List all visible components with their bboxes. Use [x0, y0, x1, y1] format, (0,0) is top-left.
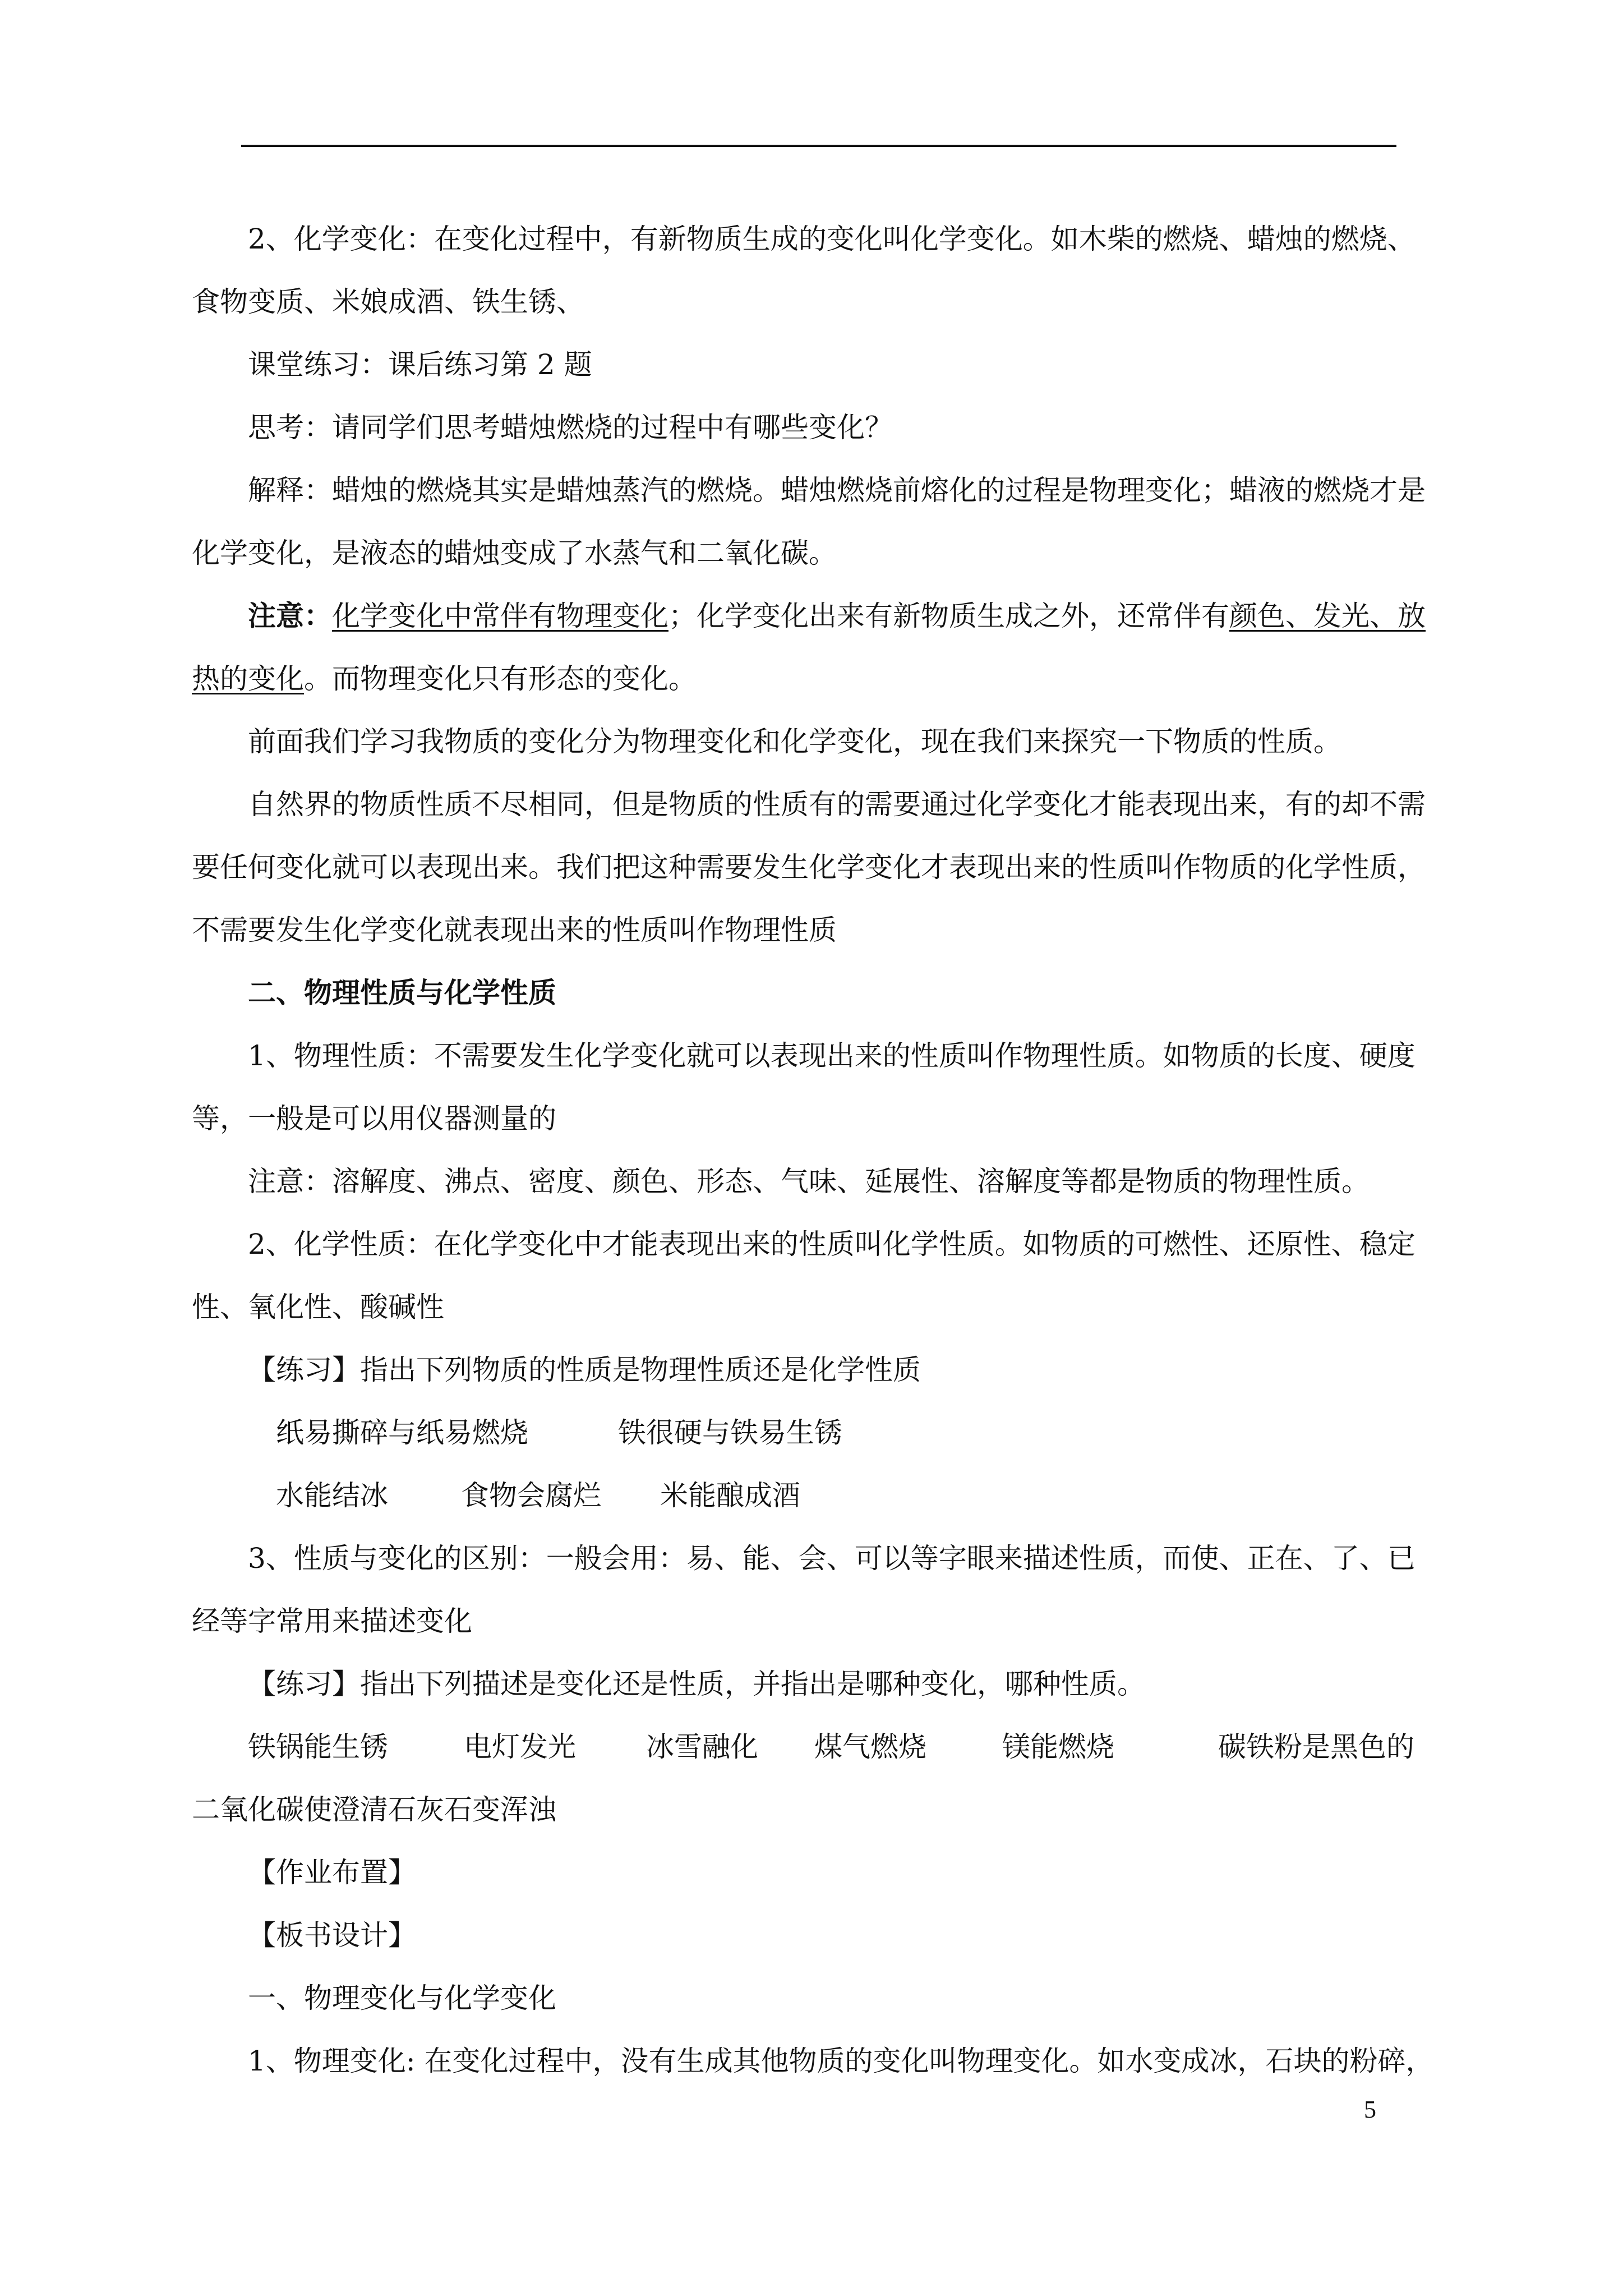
note-end-text: 。而物理变化只有形态的变化。 — [304, 662, 697, 695]
paragraph-chemical-property-line2: 性、氧化性、酸碱性 — [192, 1291, 444, 1323]
exercise-item: 食物会腐烂 — [461, 1479, 601, 1512]
paragraph-physical-property-note: 注意：溶解度、沸点、密度、颜色、形态、气味、延展性、溶解度等都是物质的物理性质。 — [248, 1165, 1370, 1198]
exercise-item: 电灯发光 — [464, 1731, 576, 1763]
paragraph-physical-change-line1: 1、物理变化: 在变化过程中，没有生成其他物质的变化叫物理变化。如水变成冰，石块的粉碎， — [248, 2045, 1434, 2077]
paragraph-difference-line1: 3、性质与变化的区别：一般会用：易、能、会、可以等字眼来描述性质，而使、正在、了、已 — [248, 1542, 1415, 1575]
page-number: 5 — [1364, 2096, 1376, 2123]
header-rule — [241, 145, 1396, 147]
paragraph-explanation-line2: 化学变化，是液态的蜡烛变成了水蒸气和二氧化碳。 — [192, 537, 837, 569]
paragraph-exercise-2-prompt: 【练习】指出下列描述是变化还是性质，并指出是哪种变化，哪种性质。 — [248, 1668, 1145, 1700]
paragraph-transition: 前面我们学习我物质的变化分为物理变化和化学变化，现在我们来探究一下物质的性质。 — [248, 725, 1341, 758]
paragraph-chemical-change-line2: 食物变质、米娘成酒、铁生锈、 — [192, 286, 584, 318]
exercise-item: 铁很硬与铁易生锈 — [618, 1416, 842, 1449]
exercise-item: 米能酿成酒 — [660, 1479, 800, 1512]
exercise-item: 水能结冰 — [276, 1479, 388, 1512]
paragraph-nature-line2: 要任何变化就可以表现出来。我们把这种需要发生化学变化才表现出来的性质叫作物质的化学性质， — [192, 851, 1426, 884]
paragraph-note-line2 — [192, 647, 1446, 710]
exercise-item: 碳铁粉是黑色的 — [1218, 1731, 1414, 1763]
paragraph-physical-property-line1: 1、物理性质：不需要发生化学变化就可以表现出来的性质叫作物理性质。如物质的长度、硬度 — [248, 1039, 1415, 1072]
paragraph-think: 思考：请同学们思考蜡烛燃烧的过程中有哪些变化？ — [248, 411, 893, 444]
note-underline-1: 化学变化中常伴有物理变化 — [332, 600, 668, 632]
paragraph-chemical-change-line1: 2、化学变化：在变化过程中，有新物质生成的变化叫化学变化。如木柴的燃烧、蜡烛的燃烧、 — [248, 223, 1415, 255]
paragraph-chemical-property-line1: 2、化学性质：在化学变化中才能表现出来的性质叫化学性质。如物质的可燃性、还原性、稳定 — [248, 1228, 1415, 1260]
paragraph-homework: 【作业布置】 — [248, 1856, 416, 1889]
paragraph-nature-line1: 自然界的物质性质不尽相同，但是物质的性质有的需要通过化学变化才能表现出来，有的却不需 — [248, 788, 1426, 821]
exercise-item: 纸易撕碎与纸易燃烧 — [276, 1416, 528, 1449]
note-underline-2: 颜色、发光、放 — [1229, 600, 1426, 632]
note-underline-3: 热的变化 — [192, 662, 304, 695]
paragraph-difference-line2: 经等字常用来描述变化 — [192, 1605, 472, 1637]
exercise-2-row-1 — [192, 1715, 1446, 1778]
paragraph-exercise-1-prompt: 【练习】指出下列物质的性质是物理性质还是化学性质 — [248, 1354, 921, 1386]
note-label: 注意： — [248, 599, 332, 632]
section-heading-properties: 二、物理性质与化学性质 — [248, 976, 556, 1009]
exercise-item: 镁能燃烧 — [1002, 1731, 1114, 1763]
note-middle-text: ；化学变化出来有新物质生成之外，还常伴有 — [668, 600, 1229, 632]
exercise-item: 冰雪融化 — [646, 1731, 758, 1763]
paragraph-note-line1 — [192, 585, 1446, 647]
section-heading-changes: 一、物理变化与化学变化 — [248, 1982, 556, 2014]
paragraph-nature-line3: 不需要发生化学变化就表现出来的性质叫作物理性质 — [192, 914, 837, 946]
paragraph-explanation-line1: 解释：蜡烛的燃烧其实是蜡烛蒸汽的燃烧。蜡烛燃烧前熔化的过程是物理变化；蜡液的燃烧才是 — [248, 474, 1426, 507]
exercise-item: 铁锅能生锈 — [248, 1731, 388, 1763]
exercise-1-row-2 — [192, 1464, 1446, 1527]
document-body — [192, 208, 1446, 2092]
exercise-1-row-1 — [192, 1401, 1446, 1464]
paragraph-board-design: 【板书设计】 — [248, 1919, 416, 1952]
paragraph-physical-property-line2: 等，一般是可以用仪器测量的 — [192, 1102, 556, 1135]
exercise-item: 煤气燃烧 — [814, 1731, 926, 1763]
paragraph-classroom-exercise: 课堂练习：课后练习第 2 题 — [248, 348, 592, 381]
exercise-2-row-2: 二氧化碳使澄清石灰石变浑浊 — [192, 1793, 556, 1826]
